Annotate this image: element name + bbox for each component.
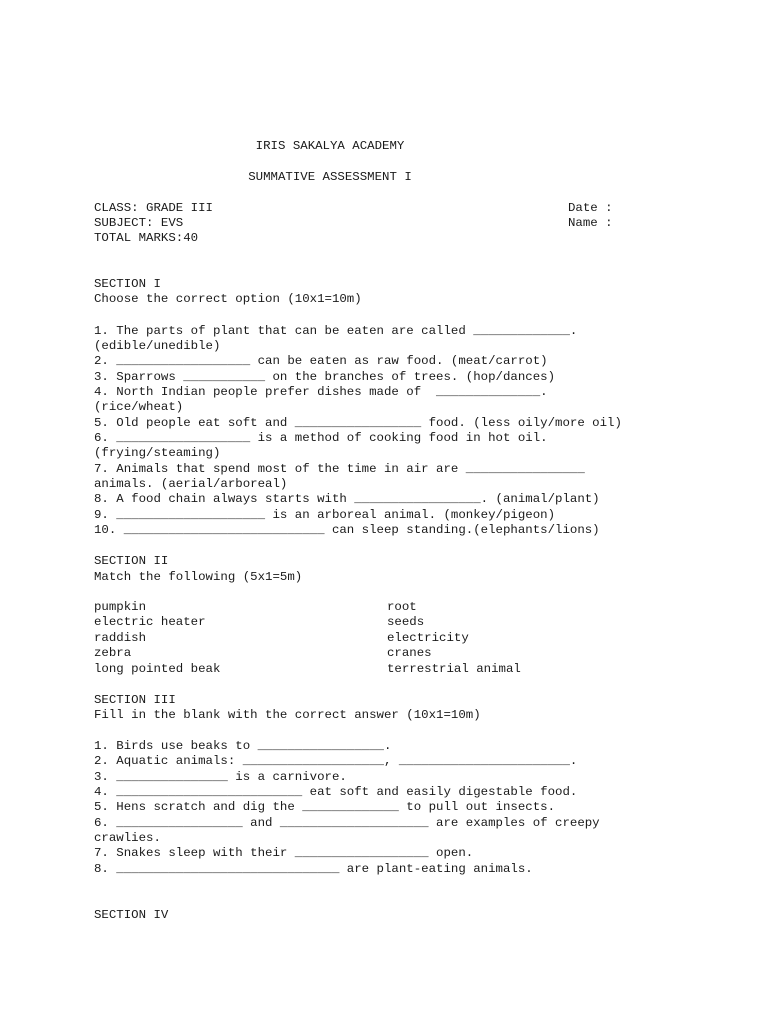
exam-title: SUMMATIVE ASSESSMENT I <box>248 170 412 184</box>
question-line: 5. Hens scratch and dig the _____________ to pull out insects. <box>94 800 556 814</box>
question-line: 5. Old people eat soft and _________________ food. (less oily/more oil) <box>94 416 622 430</box>
question-line: 8. A food chain always starts with _________________. (animal/plant) <box>94 492 600 506</box>
question-line: 9. ____________________ is an arboreal animal. (monkey/pigeon) <box>94 508 556 522</box>
date-label: Date : <box>568 201 613 215</box>
match-left-item: pumpkin <box>94 600 147 614</box>
question-line: crawlies. <box>94 831 161 845</box>
section-1-instruction: Choose the correct option (10x1=10m) <box>94 292 362 306</box>
total-marks-label: TOTAL MARKS:40 <box>94 231 199 245</box>
name-label: Name : <box>568 216 613 230</box>
question-line: 3. Sparrows ___________ on the branches of trees. (hop/dances) <box>94 370 556 384</box>
question-line: 2. Aquatic animals: ___________________, _______________________. <box>94 754 578 768</box>
question-line: 1. Birds use beaks to _________________. <box>94 739 392 753</box>
match-right-item: cranes <box>387 646 432 660</box>
section-2-title: SECTION II <box>94 554 169 568</box>
section-2-instruction: Match the following (5x1=5m) <box>94 570 303 584</box>
match-right-item: electricity <box>387 631 469 645</box>
section-3-title: SECTION III <box>94 693 176 707</box>
question-line: 4. North Indian people prefer dishes made of ______________. <box>94 385 548 399</box>
section-3-instruction: Fill in the blank with the correct answer (10x1=10m) <box>94 708 481 722</box>
subject-label: SUBJECT: EVS <box>94 216 184 230</box>
question-line: (rice/wheat) <box>94 400 184 414</box>
school-name: IRIS SAKALYA ACADEMY <box>255 139 405 153</box>
question-line: 6. _________________ and ____________________ are examples of creepy <box>94 816 600 830</box>
match-right-item: root <box>387 600 417 614</box>
question-line: (edible/unedible) <box>94 339 221 353</box>
match-right-item: terrestrial animal <box>387 662 521 676</box>
question-line: 2. __________________ can be eaten as raw food. (meat/carrot) <box>94 354 548 368</box>
match-left-item: electric heater <box>94 615 206 629</box>
question-line: (frying/steaming) <box>94 446 221 460</box>
question-line: 7. Snakes sleep with their __________________ open. <box>94 846 474 860</box>
section-1-title: SECTION I <box>94 277 161 291</box>
section-4-title: SECTION IV <box>94 908 169 922</box>
question-line: 3. _______________ is a carnivore. <box>94 770 347 784</box>
match-left-item: zebra <box>94 646 132 660</box>
question-line: 10. ___________________________ can sleep standing.(elephants/lions) <box>94 523 600 537</box>
match-right-item: seeds <box>387 615 425 629</box>
class-label: CLASS: GRADE III <box>94 201 213 215</box>
question-line: animals. (aerial/arboreal) <box>94 477 288 491</box>
question-line: 4. _________________________ eat soft and easily digestable food. <box>94 785 578 799</box>
match-left-item: long pointed beak <box>94 662 221 676</box>
question-line: 8. ______________________________ are plant-eating animals. <box>94 862 533 876</box>
match-left-item: raddish <box>94 631 147 645</box>
question-line: 7. Animals that spend most of the time in air are ________________ <box>94 462 585 476</box>
question-line: 1. The parts of plant that can be eaten are called _____________. <box>94 324 578 338</box>
question-line: 6. __________________ is a method of cooking food in hot oil. <box>94 431 548 445</box>
